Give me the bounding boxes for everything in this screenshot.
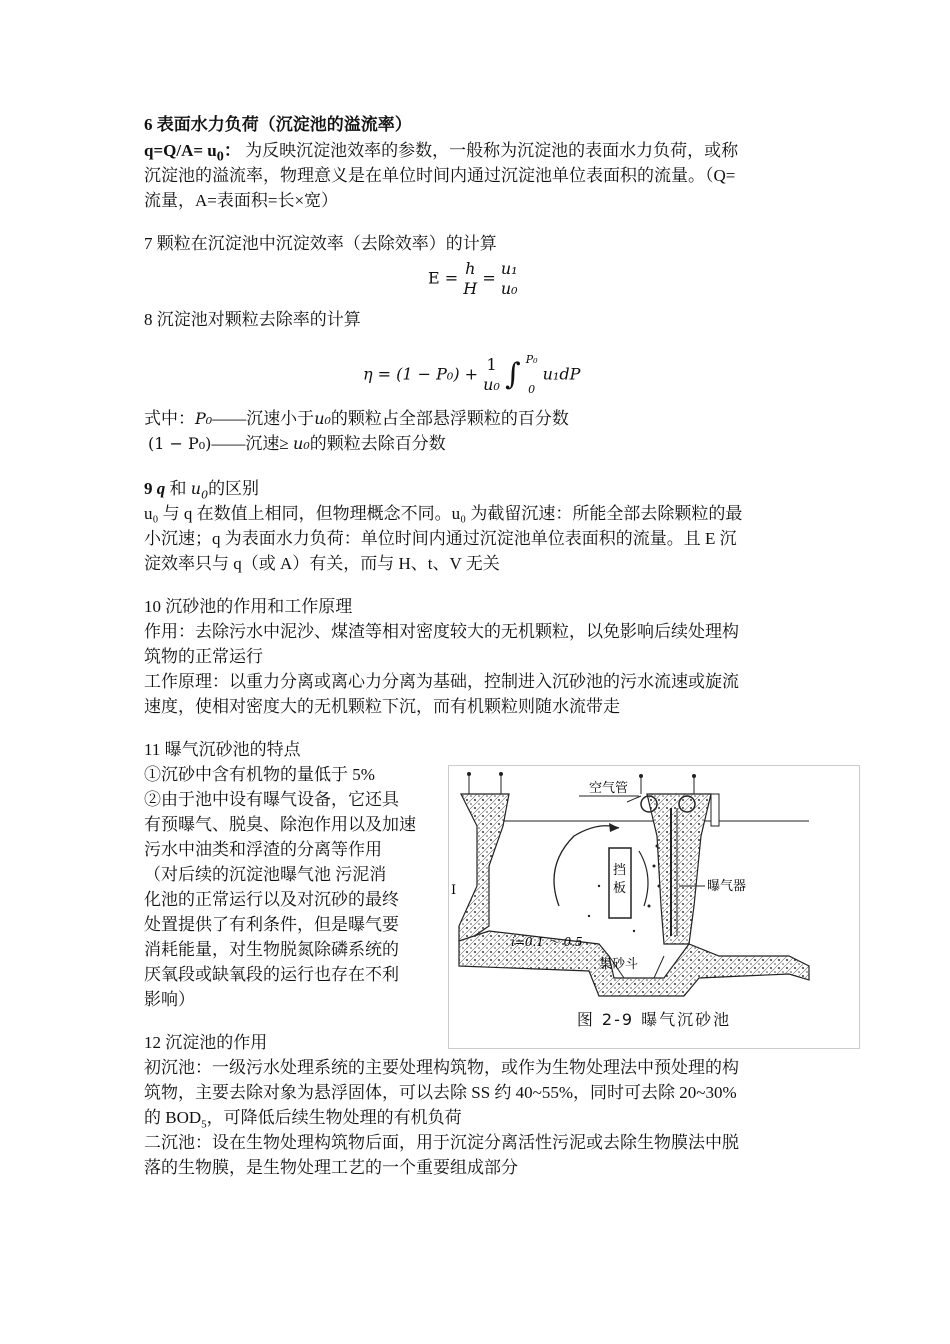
section-11-title: 11 曝气沉砂池的特点 [144,740,301,759]
slope-label: i=0.1 ～ 0.5 [511,935,583,949]
integral-limits [526,350,538,400]
formula-subscript: 0 [216,148,224,165]
section-9-rest: 的区别 [208,479,260,498]
eq-fraction-u1-over-u0 [501,259,518,299]
section-11-line: 处置提供了有利条件，但是曝气要 [144,915,399,934]
section-6-heading: 6 表面水力负荷（沉淀池的溢流率） [144,115,412,134]
bod-prefix: 的 BOD [144,1108,202,1127]
eq-lhs: E = [428,268,459,288]
section-7-heading: 7 颗粒在沉淀池中沉淀效率（去除效率）的计算 [144,234,497,253]
bod-subscript: 5 [201,1118,207,1131]
grit-chamber-diagram [449,766,859,1048]
baffle-label-char: 挡 [613,863,627,878]
baffle-label-char: 板 [613,881,627,896]
section-10-line-2: 筑物的正常运行 [144,647,263,666]
integral-upper-limit: P₀ [525,353,538,366]
section-10-heading: 10 沉砂池的作用和工作原理 [144,597,353,616]
note-var: P₀ [195,409,213,428]
formula-text: q=Q/A= u [144,141,217,160]
grit-hopper-label: 集砂斗 [599,957,639,972]
figure-caption: 图 2-9 曝气沉砂池 [576,1010,732,1029]
section-12-line-2: 筑物，主要去除对象为悬浮固体，可以去除 SS 约 40~55%，同时可去除 20~30% [144,1083,737,1102]
integrand: u₁dP [542,364,581,384]
section-6-line-3: 流量，A=表面积=长×宽） [144,191,339,210]
bod-suffix: ，可降低后续生物处理的有机负荷 [206,1108,462,1127]
note-text: 的颗粒占全部悬浮颗粒的百分数 [330,409,569,428]
section-9-q: q [156,479,166,498]
section-11-line: ①沉砂中含有机物的量低于 5% [144,765,375,784]
aerator-label: 曝气器 [707,879,747,894]
note-prefix: 式中： [144,409,195,428]
integral-lower-limit: 0 [528,383,536,396]
section-10-line-4: 速度，使相对密度大的无机颗粒下沉，而有机颗粒则随水流带走 [144,697,620,716]
section-6-text-1: 为反映沉淀池效率的参数，一般称为沉淀池的表面水力负荷，或称 [245,141,739,160]
section-11-line: ②由于池中设有曝气设备，它还具 [144,790,399,809]
section-marker-label: I [451,883,457,898]
integral-sign: ∫ [504,357,521,392]
section-8-title [144,308,361,332]
section-12-line-5: 落的生物膜，是生物处理工艺的一个重要组成部分 [144,1158,518,1177]
air-pipe-label: 空气管 [589,781,629,796]
eq-numerator: h [465,259,476,278]
note-var: (1 − P₀) [148,434,212,453]
eq-fraction-1-over-u0 [483,355,500,395]
section-8-note-1 [144,407,569,431]
efficiency-equation [428,259,518,299]
section-11-line: 污水中油类和浮渣的分离等作用 [144,840,382,859]
note-text: ——沉速≥ [211,434,294,453]
section-9-line-1: u₀ 与 q 在数值上相同，但物理概念不同。u₀ 为截留沉速：所能全部去除颗粒的最 [144,504,743,523]
section-12-line-4: 二沉池：设在生物处理构筑物后面，用于沉淀分离活性污泥或去除生物膜法中脱 [144,1133,739,1152]
eq-numerator: u₁ [500,259,518,278]
section-8-note-2 [148,432,446,456]
section-11-line: 消耗能量，对生物脱氮除磷系统的 [144,940,399,959]
formula-colon: ： [223,141,241,160]
eq-equals: = [482,268,496,288]
section-9-line-3: 淀效率只与 q（或 A）有关，而与 H、t、V 无关 [144,554,500,573]
note-text: ——沉速小于 [212,409,315,428]
note-text: 的颗粒去除百分数 [309,434,446,453]
section-9-number: 9 [144,479,157,498]
surface-load-formula [144,141,241,165]
aerated-grit-chamber-figure [448,765,860,1049]
section-11-line: 化池的正常运行以及对沉砂的最终 [144,890,399,909]
section-10-title [144,595,352,619]
section-11-line: 影响） [144,990,195,1009]
section-11-line: 有预曝气、脱臭、除泡作用以及加速 [144,815,416,834]
section-7-title [144,232,497,256]
section-9-line-2: 小沉速；q 为表面水力负荷：单位时间内通过沉淀池单位表面积的流量。且 E 沉 [144,529,737,548]
eq-denominator: H [463,279,478,298]
eq-fraction-h-over-H [463,259,477,299]
eq-lhs: η = (1 − P₀) + [363,364,479,384]
note-var: u₀ [314,409,331,428]
section-8-heading: 8 沉淀池对颗粒去除率的计算 [144,310,361,329]
section-9-u-sub: 0 [201,488,209,502]
section-10-line-1: 作用：去除污水中泥沙、煤渣等相对密度较大的无机颗粒，以免影响后续处理构 [144,622,739,641]
eq-denominator: u₀ [483,375,500,394]
eq-numerator: 1 [486,355,497,374]
note-var: u₀ [293,434,310,453]
section-11-line: （对后续的沉淀池曝气池 污泥消 [144,865,387,884]
section-11-line: 厌氧段或缺氧段的运行也存在不利 [144,965,399,984]
removal-rate-equation [363,350,580,400]
section-10-line-3: 工作原理：以重力分离或离心力分离为基础，控制进入沉砂池的污水流速或旋流 [144,672,739,691]
section-12-title: 12 沉淀池的作用 [144,1033,268,1052]
eq-denominator: u₀ [500,279,518,298]
section-6-line-2: 沉淀池的溢流率，物理意义是在单位时间内通过沉淀池单位表面积的流量。（Q= [144,166,736,185]
section-6-title [144,113,412,137]
section-9-and: 和 [165,479,191,498]
section-9-u: u [190,479,202,498]
section-12-line-1: 初沉池：一级污水处理系统的主要处理构筑物，或作为生物处理法中预处理的构 [144,1058,739,1077]
